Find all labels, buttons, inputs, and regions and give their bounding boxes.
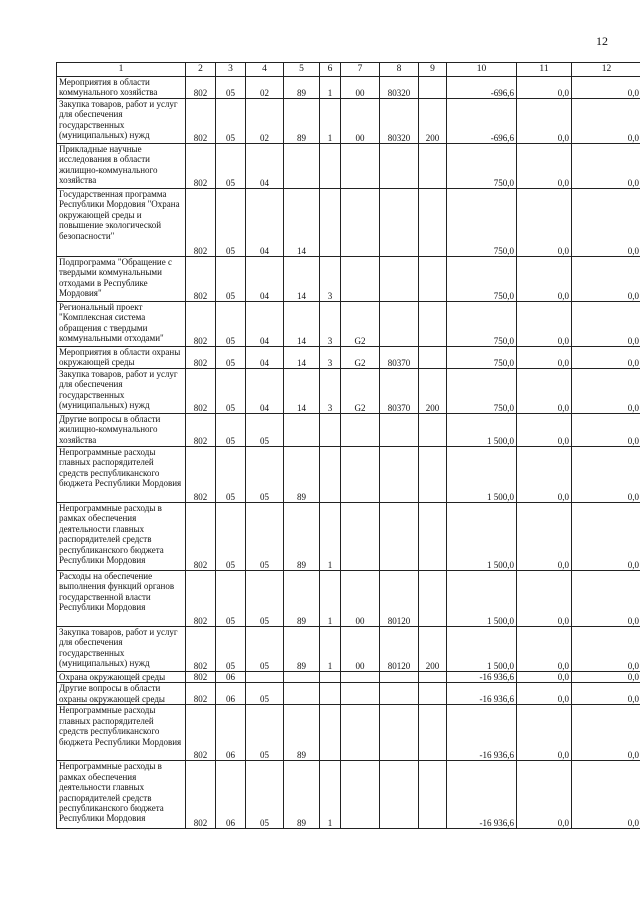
section-code-cell: 05 [216,414,246,447]
amount-year-after-cell: 0,0 [572,414,640,447]
amount-cell: 1 500,0 [447,503,517,571]
item-name-cell: Прикладные научные исследования в области жилищно-коммунального хозяйства [57,144,186,189]
direction-code-cell: 80320 [380,99,419,144]
direction-code-cell: 80120 [380,627,419,672]
table-row [57,447,640,503]
subsection-code-cell: 04 [246,347,284,369]
header-cell: 1 [57,63,186,77]
header-cell: 3 [216,63,246,77]
program-code-cell: 89 [284,77,320,99]
subprogram-code-cell: 1 [320,761,341,829]
project-code-cell: 00 [341,77,380,99]
subprogram-code-cell [320,414,341,447]
amount-cell: 1 500,0 [447,414,517,447]
amount-year-after-cell: 0,0 [572,447,640,503]
direction-code-cell [380,761,419,829]
direction-code-cell: 80370 [380,369,419,414]
program-code-cell [284,672,320,683]
gr-code-cell: 802 [186,189,216,257]
gr-code-cell: 802 [186,683,216,705]
amount-next-year-cell: 0,0 [517,447,572,503]
gr-code-cell: 802 [186,369,216,414]
subprogram-code-cell [320,705,341,761]
item-name-cell: Мероприятия в области коммунального хозяйства [57,77,186,99]
amount-cell: 750,0 [447,347,517,369]
amount-next-year-cell: 0,0 [517,369,572,414]
direction-code-cell [380,447,419,503]
program-code-cell: 14 [284,347,320,369]
program-code-cell: 14 [284,257,320,302]
gr-code-cell: 802 [186,571,216,627]
amount-next-year-cell: 0,0 [517,77,572,99]
section-code-cell: 05 [216,189,246,257]
subprogram-code-cell [320,447,341,503]
project-code-cell [341,705,380,761]
amount-year-after-cell: 0,0 [572,369,640,414]
expense-type-cell [419,571,447,627]
section-code-cell: 06 [216,761,246,829]
subprogram-code-cell: 3 [320,347,341,369]
subsection-code-cell: 04 [246,302,284,347]
expense-type-cell [419,447,447,503]
subsection-code-cell: 05 [246,571,284,627]
project-code-cell [341,672,380,683]
amount-cell: -16 936,6 [447,705,517,761]
amount-next-year-cell: 0,0 [517,257,572,302]
project-code-cell: 00 [341,571,380,627]
item-name-cell: Региональный проект "Комплексная система обращения с твердыми коммунальными отходами" [57,302,186,347]
header-cell: 10 [447,63,517,77]
gr-code-cell: 802 [186,705,216,761]
program-code-cell: 14 [284,302,320,347]
table-row [57,257,640,302]
amount-year-after-cell: 0,0 [572,705,640,761]
amount-cell: -696,6 [447,99,517,144]
gr-code-cell: 802 [186,347,216,369]
expense-type-cell [419,77,447,99]
section-code-cell: 05 [216,302,246,347]
amount-next-year-cell: 0,0 [517,761,572,829]
direction-code-cell: 80320 [380,77,419,99]
header-row [57,63,640,77]
item-name-cell: Другие вопросы в области жилищно-коммунального хозяйства [57,414,186,447]
amount-year-after-cell: 0,0 [572,347,640,369]
subprogram-code-cell: 1 [320,503,341,571]
subsection-code-cell: 04 [246,369,284,414]
table-row [57,189,640,257]
amount-next-year-cell: 0,0 [517,672,572,683]
amount-cell: 1 500,0 [447,571,517,627]
section-code-cell: 06 [216,683,246,705]
gr-code-cell: 802 [186,503,216,571]
program-code-cell [284,683,320,705]
expense-type-cell [419,302,447,347]
subprogram-code-cell [320,683,341,705]
amount-cell: 1 500,0 [447,627,517,672]
project-code-cell [341,761,380,829]
program-code-cell: 89 [284,447,320,503]
project-code-cell [341,414,380,447]
table-row [57,761,640,829]
direction-code-cell: 80120 [380,571,419,627]
amount-next-year-cell: 0,0 [517,189,572,257]
item-name-cell: Подпрограмма "Обращение с твердыми коммунальными отходами в Республике Мордовия" [57,257,186,302]
header-cell: 6 [320,63,341,77]
amount-year-after-cell: 0,0 [572,257,640,302]
subsection-code-cell: 05 [246,447,284,503]
subprogram-code-cell: 3 [320,302,341,347]
amount-next-year-cell: 0,0 [517,414,572,447]
header-cell: 2 [186,63,216,77]
amount-next-year-cell: 0,0 [517,571,572,627]
subprogram-code-cell: 3 [320,369,341,414]
subsection-code-cell: 05 [246,683,284,705]
gr-code-cell: 802 [186,447,216,503]
header-cell: 12 [572,63,640,77]
section-code-cell: 05 [216,447,246,503]
amount-cell: 750,0 [447,144,517,189]
gr-code-cell: 802 [186,627,216,672]
header-cell: 11 [517,63,572,77]
expense-type-cell [419,347,447,369]
subsection-code-cell: 02 [246,77,284,99]
table-row [57,503,640,571]
expense-type-cell [419,144,447,189]
item-name-cell: Непрограммные расходы главных распорядителей средств республиканского бюджета Республики Мордовия [57,447,186,503]
expense-type-cell [419,503,447,571]
subsection-code-cell: 04 [246,144,284,189]
project-code-cell [341,503,380,571]
program-code-cell: 89 [284,705,320,761]
amount-cell: 750,0 [447,189,517,257]
amount-next-year-cell: 0,0 [517,144,572,189]
expense-type-cell: 200 [419,99,447,144]
expense-type-cell [419,257,447,302]
amount-year-after-cell: 0,0 [572,672,640,683]
project-code-cell: G2 [341,347,380,369]
table-row [57,414,640,447]
expense-type-cell [419,761,447,829]
amount-year-after-cell: 0,0 [572,302,640,347]
header-cell: 4 [246,63,284,77]
program-code-cell [284,144,320,189]
amount-year-after-cell: 0,0 [572,77,640,99]
amount-cell: -16 936,6 [447,672,517,683]
item-name-cell: Непрограммные расходы главных распорядителей средств республиканского бюджета Республики Мордовия [57,705,186,761]
subsection-code-cell: 05 [246,627,284,672]
gr-code-cell: 802 [186,414,216,447]
subsection-code-cell: 05 [246,705,284,761]
program-code-cell [284,414,320,447]
subprogram-code-cell [320,672,341,683]
amount-next-year-cell: 0,0 [517,627,572,672]
amount-year-after-cell: 0,0 [572,571,640,627]
project-code-cell [341,189,380,257]
amount-year-after-cell: 0,0 [572,144,640,189]
gr-code-cell: 802 [186,761,216,829]
header-cell: 9 [419,63,447,77]
expense-type-cell [419,683,447,705]
subprogram-code-cell: 1 [320,571,341,627]
subprogram-code-cell [320,189,341,257]
table-row [57,369,640,414]
header-cell: 5 [284,63,320,77]
subsection-code-cell [246,672,284,683]
amount-next-year-cell: 0,0 [517,503,572,571]
program-code-cell: 89 [284,99,320,144]
program-code-cell: 14 [284,189,320,257]
item-name-cell: Закупка товаров, работ и услуг для обеспечения государственных (муниципальных) нужд [57,99,186,144]
gr-code-cell: 802 [186,99,216,144]
table-row [57,683,640,705]
amount-next-year-cell: 0,0 [517,99,572,144]
subprogram-code-cell: 1 [320,99,341,144]
program-code-cell: 89 [284,761,320,829]
amount-cell: -16 936,6 [447,683,517,705]
item-name-cell: Мероприятия в области охраны окружающей среды [57,347,186,369]
gr-code-cell: 802 [186,302,216,347]
header-cell: 8 [380,63,419,77]
table-row [57,571,640,627]
amount-year-after-cell: 0,0 [572,189,640,257]
subprogram-code-cell: 1 [320,77,341,99]
project-code-cell [341,683,380,705]
budget-table [56,62,640,829]
direction-code-cell: 80370 [380,347,419,369]
direction-code-cell [380,672,419,683]
amount-year-after-cell: 0,0 [572,503,640,571]
program-code-cell: 89 [284,503,320,571]
amount-next-year-cell: 0,0 [517,705,572,761]
amount-next-year-cell: 0,0 [517,347,572,369]
subprogram-code-cell [320,144,341,189]
table-row [57,347,640,369]
section-code-cell: 06 [216,705,246,761]
table-row [57,99,640,144]
gr-code-cell: 802 [186,672,216,683]
section-code-cell: 05 [216,571,246,627]
subsection-code-cell: 05 [246,414,284,447]
program-code-cell: 89 [284,571,320,627]
table-row [57,77,640,99]
amount-year-after-cell: 0,0 [572,99,640,144]
item-name-cell: Закупка товаров, работ и услуг для обеспечения государственных (муниципальных) нужд [57,627,186,672]
amount-cell: 1 500,0 [447,447,517,503]
expense-type-cell [419,705,447,761]
item-name-cell: Другие вопросы в области охраны окружающей среды [57,683,186,705]
subprogram-code-cell: 3 [320,257,341,302]
table-row [57,302,640,347]
expense-type-cell: 200 [419,627,447,672]
project-code-cell: 00 [341,627,380,672]
item-name-cell: Непрограммные расходы в рамках обеспечения деятельности главных распорядителей средств республиканского бюджета Республики Мордовия [57,761,186,829]
project-code-cell: 00 [341,99,380,144]
amount-year-after-cell: 0,0 [572,627,640,672]
section-code-cell: 06 [216,672,246,683]
table-row [57,144,640,189]
gr-code-cell: 802 [186,77,216,99]
expense-type-cell [419,672,447,683]
project-code-cell [341,144,380,189]
direction-code-cell [380,503,419,571]
subsection-code-cell: 02 [246,99,284,144]
section-code-cell: 05 [216,77,246,99]
direction-code-cell [380,683,419,705]
expense-type-cell: 200 [419,369,447,414]
section-code-cell: 05 [216,144,246,189]
direction-code-cell [380,144,419,189]
direction-code-cell [380,414,419,447]
gr-code-cell: 802 [186,144,216,189]
project-code-cell: G2 [341,302,380,347]
direction-code-cell [380,189,419,257]
program-code-cell: 14 [284,369,320,414]
table-row [57,627,640,672]
header-cell: 7 [341,63,380,77]
item-name-cell: Непрограммные расходы в рамках обеспечения деятельности главных распорядителей средств республиканского бюджета Республики Мордовия [57,503,186,571]
project-code-cell: G2 [341,369,380,414]
amount-next-year-cell: 0,0 [517,302,572,347]
expense-type-cell [419,414,447,447]
direction-code-cell [380,302,419,347]
section-code-cell: 05 [216,257,246,302]
subsection-code-cell: 04 [246,189,284,257]
subsection-code-cell: 05 [246,503,284,571]
amount-cell: 750,0 [447,302,517,347]
amount-next-year-cell: 0,0 [517,683,572,705]
section-code-cell: 05 [216,99,246,144]
section-code-cell: 05 [216,627,246,672]
subsection-code-cell: 05 [246,761,284,829]
section-code-cell: 05 [216,347,246,369]
item-name-cell: Расходы на обеспечение выполнения функций органов государственной власти Республики Мордовия [57,571,186,627]
table-row [57,705,640,761]
page-number: 12 [596,34,608,48]
amount-cell: 750,0 [447,369,517,414]
amount-year-after-cell: 0,0 [572,761,640,829]
amount-year-after-cell: 0,0 [572,683,640,705]
item-name-cell: Охрана окружающей среды [57,672,186,683]
subsection-code-cell: 04 [246,257,284,302]
amount-cell: -16 936,6 [447,761,517,829]
gr-code-cell: 802 [186,257,216,302]
expense-type-cell [419,189,447,257]
amount-cell: 750,0 [447,257,517,302]
direction-code-cell [380,705,419,761]
program-code-cell: 89 [284,627,320,672]
item-name-cell: Государственная программа Республики Мордовия "Охрана окружающей среды и повышение экологической безопасности" [57,189,186,257]
table-row [57,672,640,683]
subprogram-code-cell: 1 [320,627,341,672]
item-name-cell: Закупка товаров, работ и услуг для обеспечения государственных (муниципальных) нужд [57,369,186,414]
project-code-cell [341,257,380,302]
direction-code-cell [380,257,419,302]
section-code-cell: 05 [216,503,246,571]
amount-cell: -696,6 [447,77,517,99]
project-code-cell [341,447,380,503]
section-code-cell: 05 [216,369,246,414]
